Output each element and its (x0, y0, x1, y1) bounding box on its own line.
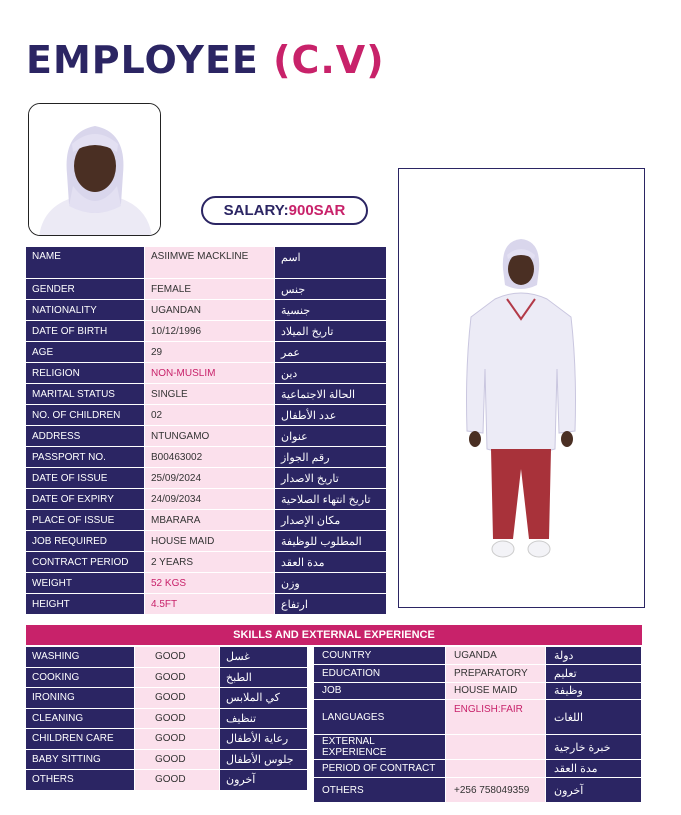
table-row (314, 735, 642, 760)
skill-arabic-label: آخرون (220, 770, 308, 791)
skill-arabic-label: غسل (220, 647, 308, 668)
row-value: 10/12/1996 (145, 321, 275, 342)
row-value: UGANDAN (145, 300, 275, 321)
table-row (26, 688, 308, 709)
table-row (26, 552, 387, 573)
row-value: 02 (145, 405, 275, 426)
salary-label: SALARY: (223, 202, 289, 219)
salary-badge (201, 196, 368, 225)
row-value: FEMALE (145, 279, 275, 300)
table-row (26, 363, 387, 384)
title-accent: (C.V) (273, 38, 385, 82)
experience-arabic-label: دولة (546, 647, 642, 665)
skills-section-header: SKILLS AND EXTERNAL EXPERIENCE (26, 625, 642, 645)
row-label: NO. OF CHILDREN (26, 405, 145, 426)
experience-value: HOUSE MAID (446, 683, 546, 701)
skill-value: GOOD (135, 688, 220, 709)
experience-arabic-label: اللغات (546, 700, 642, 735)
table-row (26, 468, 387, 489)
table-row (26, 384, 387, 405)
row-label: ADDRESS (26, 426, 145, 447)
skill-arabic-label: جلوس الأطفال (220, 750, 308, 771)
experience-arabic-label: آخرون (546, 778, 642, 803)
row-arabic-label: وزن (275, 573, 387, 594)
skill-value: GOOD (135, 647, 220, 668)
table-row (26, 247, 387, 279)
row-label: JOB REQUIRED (26, 531, 145, 552)
row-value: 52 KGS (145, 573, 275, 594)
row-arabic-label: دين (275, 363, 387, 384)
experience-label: OTHERS (314, 778, 446, 803)
table-row (314, 700, 642, 735)
table-row (314, 647, 642, 665)
salary-value: 900SAR (288, 202, 346, 219)
table-row (26, 594, 387, 615)
row-value: NON-MUSLIM (145, 363, 275, 384)
row-label: CONTRACT PERIOD (26, 552, 145, 573)
table-row (26, 510, 387, 531)
row-arabic-label: مكان الإصدار (275, 510, 387, 531)
row-arabic-label: رقم الجواز (275, 447, 387, 468)
row-arabic-label: اسم (275, 247, 387, 279)
experience-value: PREPARATORY (446, 665, 546, 683)
table-row (26, 750, 308, 771)
row-value: HOUSE MAID (145, 531, 275, 552)
row-label: DATE OF EXPIRY (26, 489, 145, 510)
table-row (26, 573, 387, 594)
skill-value: GOOD (135, 709, 220, 730)
experience-label: JOB (314, 683, 446, 701)
table-row (26, 770, 308, 791)
row-value: 25/09/2024 (145, 468, 275, 489)
experience-arabic-label: خبرة خارجية (546, 735, 642, 760)
experience-label: EDUCATION (314, 665, 446, 683)
skill-label: BABY SITTING (26, 750, 135, 771)
row-arabic-label: الحالة الاجتماعية (275, 384, 387, 405)
row-label: RELIGION (26, 363, 145, 384)
skill-arabic-label: الطبخ (220, 668, 308, 689)
row-value: 29 (145, 342, 275, 363)
row-value: B00463002 (145, 447, 275, 468)
table-row (26, 489, 387, 510)
row-arabic-label: عنوان (275, 426, 387, 447)
row-arabic-label: تاريخ انتهاء الصلاحية (275, 489, 387, 510)
row-label: AGE (26, 342, 145, 363)
table-row (26, 342, 387, 363)
row-value: ASIIMWE MACKLINE (145, 247, 275, 279)
row-label: NAME (26, 247, 145, 279)
row-arabic-label: جنس (275, 279, 387, 300)
experience-value (446, 735, 546, 760)
table-row (26, 279, 387, 300)
skill-value: GOOD (135, 729, 220, 750)
page-title (26, 38, 385, 82)
skill-arabic-label: تنظيف (220, 709, 308, 730)
skills-table (26, 647, 308, 791)
row-value: 4.5FT (145, 594, 275, 615)
skill-label: COOKING (26, 668, 135, 689)
experience-label: LANGUAGES (314, 700, 446, 735)
row-arabic-label: تاريخ الميلاد (275, 321, 387, 342)
row-arabic-label: مدة العقد (275, 552, 387, 573)
personal-details-table (26, 247, 387, 615)
row-arabic-label: ارتفاع (275, 594, 387, 615)
table-row (26, 447, 387, 468)
row-label: MARITAL STATUS (26, 384, 145, 405)
skill-arabic-label: رعاية الأطفال (220, 729, 308, 750)
skill-value: GOOD (135, 770, 220, 791)
skill-label: IRONING (26, 688, 135, 709)
experience-arabic-label: مدة العقد (546, 760, 642, 778)
experience-arabic-label: تعليم (546, 665, 642, 683)
skill-value: GOOD (135, 668, 220, 689)
table-row (314, 760, 642, 778)
row-arabic-label: المطلوب للوظيفة (275, 531, 387, 552)
skill-value: GOOD (135, 750, 220, 771)
row-arabic-label: تاريخ الاصدار (275, 468, 387, 489)
row-label: GENDER (26, 279, 145, 300)
table-row (26, 729, 308, 750)
skill-label: CHILDREN CARE (26, 729, 135, 750)
experience-arabic-label: وظيفة (546, 683, 642, 701)
table-row (26, 668, 308, 689)
full-body-photo (398, 168, 645, 608)
table-row (26, 709, 308, 730)
row-value: 2 YEARS (145, 552, 275, 573)
title-main: EMPLOYEE (26, 38, 259, 82)
table-row (26, 300, 387, 321)
row-value: NTUNGAMO (145, 426, 275, 447)
experience-label: PERIOD OF CONTRACT (314, 760, 446, 778)
experience-value: UGANDA (446, 647, 546, 665)
experience-value: +256 758049359 (446, 778, 546, 803)
table-row (314, 683, 642, 701)
skill-label: WASHING (26, 647, 135, 668)
experience-value (446, 760, 546, 778)
row-label: NATIONALITY (26, 300, 145, 321)
row-value: MBARARA (145, 510, 275, 531)
portrait-photo (28, 103, 161, 236)
table-row (314, 665, 642, 683)
row-arabic-label: عدد الأطفال (275, 405, 387, 426)
experience-table (314, 647, 642, 803)
experience-label: COUNTRY (314, 647, 446, 665)
row-arabic-label: عمر (275, 342, 387, 363)
skill-label: OTHERS (26, 770, 135, 791)
table-row (26, 321, 387, 342)
table-row (26, 531, 387, 552)
table-row (26, 405, 387, 426)
table-row (314, 778, 642, 803)
row-label: PASSPORT NO. (26, 447, 145, 468)
row-label: DATE OF BIRTH (26, 321, 145, 342)
table-row (26, 426, 387, 447)
table-row (26, 647, 308, 668)
skill-arabic-label: كي الملابس (220, 688, 308, 709)
row-arabic-label: جنسية (275, 300, 387, 321)
row-label: DATE OF ISSUE (26, 468, 145, 489)
row-value: SINGLE (145, 384, 275, 405)
experience-label: EXTERNAL EXPERIENCE (314, 735, 446, 760)
row-label: HEIGHT (26, 594, 145, 615)
skill-label: CLEANING (26, 709, 135, 730)
row-value: 24/09/2034 (145, 489, 275, 510)
experience-value: ENGLISH:FAIR (446, 700, 546, 735)
row-label: PLACE OF ISSUE (26, 510, 145, 531)
row-label: WEIGHT (26, 573, 145, 594)
